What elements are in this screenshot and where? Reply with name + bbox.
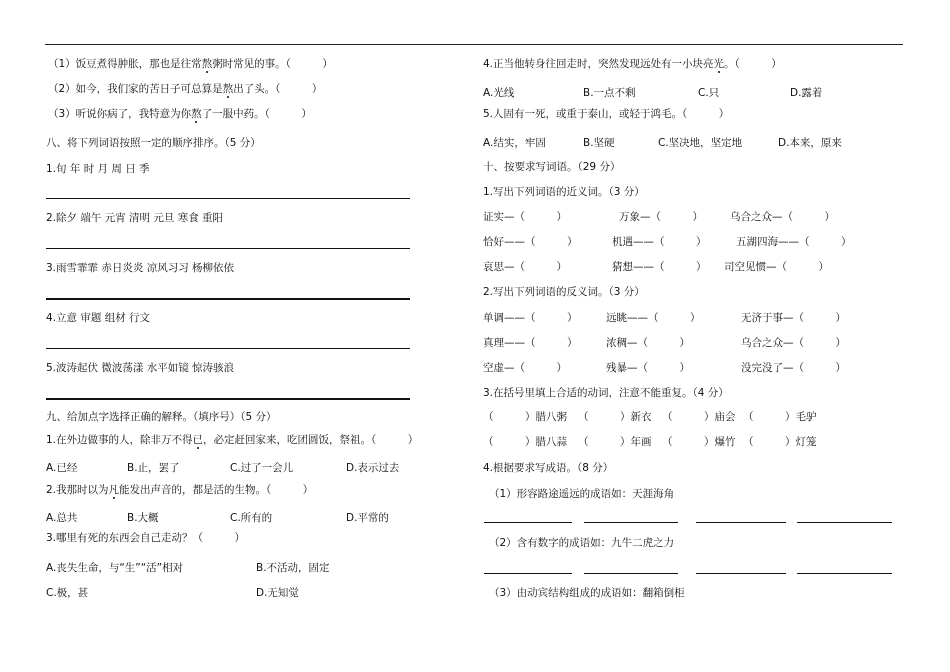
s10-part-1-title: 1.写出下列词语的近义词。（3 分） [483,186,645,198]
r-q4-option-c: C.只 [698,87,720,99]
verb-item: （ ）爆竹 [662,436,736,448]
antonym-item: 远眺——（ ） [606,312,701,324]
synonym-item: 猜想——（ ） [612,261,707,273]
s9-q3-option-d: D.无知觉 [256,587,299,599]
synonym-item: 恰好——（ ） [483,236,578,248]
verb-item: （ ）庙会 [662,411,736,423]
s10-part-2-title: 2.写出下列词语的反义词。（3 分） [483,286,645,298]
s9-q3-option-a: A.丧失生命，与“生”“活”相对 [46,562,184,574]
s9-q2-option-b: B.大概 [127,512,159,524]
s10-part-3-title: 3.在括号里填上合适的动词，注意不能重复。（4 分） [483,387,729,399]
antonym-item: 残暴—（ ） [606,362,690,374]
section-9-title: 九、给加点字选择正确的解释。（填序号）（5 分） [46,411,277,423]
s8-item-5: 5.波涛起伏 微波荡漾 水平如镜 惊涛骇浪 [46,362,235,374]
antonym-item: 真理——（ ） [483,337,578,349]
s9-q3-option-b: B.不活动，固定 [256,562,330,574]
verb-item: （ ）灯笼 [743,436,817,448]
antonym-item: 乌合之众—（ ） [741,337,846,349]
verb-item: （ ）腊八粥 [483,411,567,423]
synonym-item: 证实—（ ） [483,211,567,223]
answer-line [484,573,572,574]
s9-q2-option-a: A.总共 [46,512,78,524]
answer-line [584,573,678,574]
s10-part-4-title: 4.根据要求写成语。（8 分） [483,462,614,474]
r-q4-option-a: A.光线 [483,87,515,99]
r-q4-option-d: D.露着 [790,87,823,99]
s9-q3-option-c: C.极，甚 [46,587,89,599]
r-q5-option-b: B.坚硬 [583,137,615,149]
answer-line [797,522,892,523]
r-q5-option-d: D.本来，原来 [778,137,842,149]
verb-item: （ ）毛驴 [743,411,817,423]
s7-item-1: （1）饭豆煮得肿胀，那也是往常熬粥时常见的事。（ ） [48,58,333,70]
antonym-item: 单调——（ ） [483,312,578,324]
s9-q2-option-d: D.平常的 [346,512,389,524]
r-q4-option-b: B.一点不剩 [583,87,636,99]
s7-item-2: （2）如今，我们家的苦日子可总算是熬出了头。（ ） [48,83,323,95]
s9-question-3: 3.哪里有死的东西会自己走动？（ ） [46,532,246,544]
antonym-item: 浓稠—（ ） [606,337,690,349]
synonym-item: 机遇——（ ） [612,236,707,248]
top-rule [45,44,903,45]
s9-q1-option-b: B.止，罢了 [127,462,180,474]
r-q5-option-c: C.坚决地，坚定地 [658,137,743,149]
synonym-item: 司空见惯—（ ） [724,261,829,273]
antonym-item: 无济于事—（ ） [741,312,846,324]
answer-line [46,198,410,199]
idiom-prompt-2: （2）含有数字的成语如：九牛二虎之力 [489,537,675,549]
s9-question-2: 2.我那时以为凡能发出声音的，都是活的生物。（ ） [46,484,314,496]
antonym-item: 空虚—（ ） [483,362,567,374]
idiom-prompt-3: （3）由动宾结构组成的成语如：翻箱倒柜 [489,587,685,599]
answer-line [46,398,410,400]
answer-line [46,298,410,300]
s8-item-1: 1.旬 年 时 月 周 日 季 [46,163,150,175]
idiom-prompt-1: （1）形容路途遥远的成语如：天涯海角 [489,488,675,500]
antonym-item: 没完没了—（ ） [741,362,846,374]
r-question-4: 4.正当他转身往回走时，突然发现远处有一小块亮光。（ ） [483,58,782,70]
answer-line [696,522,786,523]
verb-item: （ ）新衣 [578,411,652,423]
synonym-item: 哀思—（ ） [483,261,567,273]
section-10-title: 十、按要求写词语。（29 分） [483,161,621,173]
s9-q2-option-c: C.所有的 [230,512,273,524]
verb-item: （ ）腊八蒜 [483,436,567,448]
verb-item: （ ）年画 [578,436,652,448]
answer-line [46,348,410,349]
answer-line [484,522,572,523]
s9-question-1: 1.在外边做事的人，除非万不得已，必定赶回家来，吃团圆饭，祭祖。（ ） [46,434,419,446]
s8-item-2: 2.除夕 端午 元宵 清明 元旦 寒食 重阳 [46,212,224,224]
s8-item-3: 3.雨雪霏霏 赤日炎炎 凉风习习 杨柳依依 [46,262,235,274]
r-q5-option-a: A.结实，牢固 [483,137,546,149]
synonym-item: 万象—（ ） [619,211,703,223]
synonym-item: 乌合之众—（ ） [730,211,835,223]
r-question-5: 5.人固有一死，或重于泰山，或轻于鸿毛。（ ） [483,108,730,120]
synonym-item: 五湖四海——（ ） [736,236,852,248]
s7-item-3: （3）听说你病了，我特意为你熬了一服中药。（ ） [48,108,312,120]
s8-item-4: 4.立意 审题 组材 行文 [46,312,151,324]
answer-line [797,573,892,574]
answer-line [696,573,786,574]
answer-line [46,248,410,249]
s9-q1-option-a: A.已经 [46,462,78,474]
s9-q1-option-d: D.表示过去 [346,462,400,474]
answer-line [584,522,678,523]
section-8-title: 八、将下列词语按照一定的顺序排序。（5 分） [46,137,261,149]
s9-q1-option-c: C.过了一会儿 [230,462,294,474]
